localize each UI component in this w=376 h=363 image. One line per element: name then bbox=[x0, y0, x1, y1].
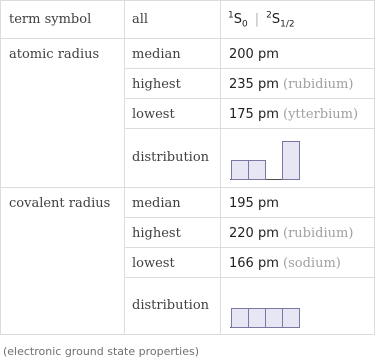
term-a-multiplicity: 1 bbox=[228, 10, 234, 21]
row-divider bbox=[124, 217, 375, 218]
term-b-multiplicity: 2 bbox=[266, 10, 272, 21]
column-divider bbox=[124, 1, 125, 335]
atomic-radius-distribution-histogram bbox=[230, 139, 300, 181]
value: 175 pm bbox=[229, 107, 279, 122]
covalent-median-value bbox=[229, 196, 279, 212]
row-divider bbox=[124, 98, 375, 99]
row-divider bbox=[124, 68, 375, 69]
histogram-bar bbox=[232, 309, 249, 328]
histogram-bar bbox=[266, 309, 283, 328]
row-label-distribution: distribution bbox=[132, 298, 210, 313]
row-label-distribution: distribution bbox=[132, 150, 210, 165]
value: 166 pm bbox=[229, 256, 279, 271]
row-divider bbox=[124, 247, 375, 248]
value: 220 pm bbox=[229, 226, 279, 241]
term-a-j: 0 bbox=[242, 19, 248, 30]
term-b-j: 1/2 bbox=[280, 19, 295, 30]
histogram-bar bbox=[249, 309, 266, 328]
term-a-letter: S bbox=[233, 12, 242, 27]
term-separator: | bbox=[254, 12, 260, 27]
element-note: (rubidium) bbox=[283, 77, 354, 92]
histogram-bar bbox=[249, 161, 266, 180]
value: 200 pm bbox=[229, 47, 279, 62]
term-symbols bbox=[228, 12, 295, 28]
column-divider bbox=[220, 1, 221, 335]
row-divider bbox=[124, 128, 375, 129]
property-covalent-radius: covalent radius bbox=[9, 196, 111, 211]
value: 195 pm bbox=[229, 196, 279, 211]
covalent-highest-value bbox=[229, 226, 353, 242]
row-label-lowest: lowest bbox=[132, 107, 175, 122]
property-atomic-radius: atomic radius bbox=[9, 47, 100, 62]
header-all: all bbox=[132, 12, 149, 27]
atomic-lowest-value bbox=[229, 107, 358, 123]
element-note: (sodium) bbox=[283, 256, 341, 271]
value: 235 pm bbox=[229, 77, 279, 92]
row-label-median: median bbox=[132, 47, 181, 62]
row-label-highest: highest bbox=[132, 226, 181, 241]
header-term-symbol: term symbol bbox=[9, 12, 92, 27]
histogram-bar bbox=[283, 142, 300, 180]
row-label-lowest: lowest bbox=[132, 256, 175, 271]
row-divider bbox=[124, 277, 375, 278]
row-label-median: median bbox=[132, 196, 181, 211]
covalent-radius-distribution-histogram bbox=[230, 287, 300, 329]
row-divider bbox=[1, 187, 375, 188]
element-note: (rubidium) bbox=[283, 226, 354, 241]
element-note: (ytterbium) bbox=[283, 107, 359, 122]
histogram-bar bbox=[283, 309, 300, 328]
term-b-letter: S bbox=[271, 12, 281, 27]
covalent-lowest-value bbox=[229, 256, 341, 272]
footer-caption: (electronic ground state properties) bbox=[3, 345, 200, 358]
row-divider bbox=[1, 38, 375, 39]
histogram-bar bbox=[232, 161, 249, 180]
atomic-highest-value bbox=[229, 77, 353, 93]
row-label-highest: highest bbox=[132, 77, 181, 92]
atomic-median-value bbox=[229, 47, 279, 63]
